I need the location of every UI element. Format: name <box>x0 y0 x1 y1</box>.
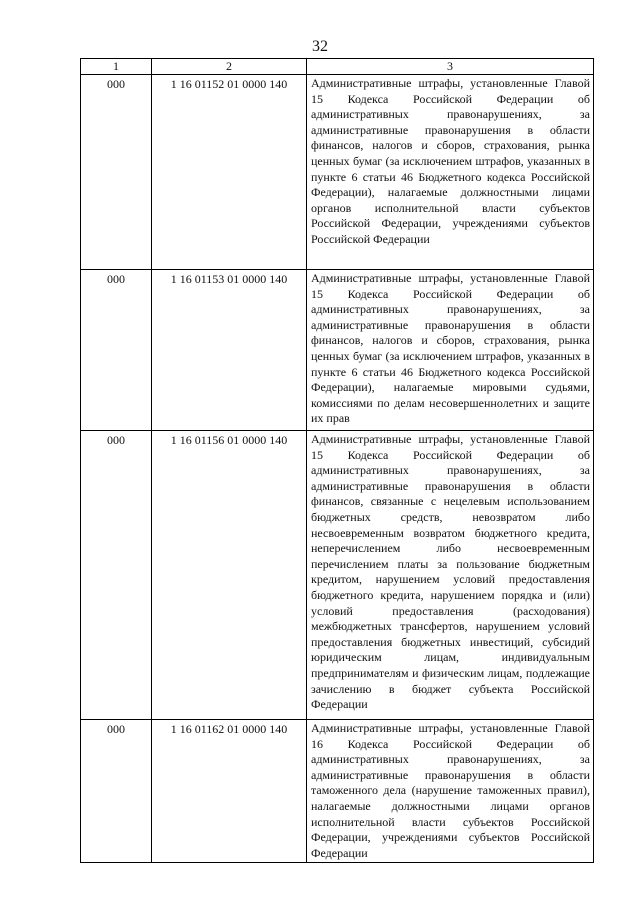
table-row <box>81 270 594 431</box>
classification-code-cell: 1 16 01162 01 0000 140 <box>152 720 307 863</box>
page-number: 32 <box>312 38 328 55</box>
column-header-3: 3 <box>307 59 594 75</box>
classification-code-cell: 1 16 01156 01 0000 140 <box>152 431 307 720</box>
table-header-row <box>81 59 594 75</box>
table-row <box>81 75 594 270</box>
admin-code-cell: 000 <box>81 720 152 863</box>
admin-code-cell: 000 <box>81 75 152 270</box>
description-cell: Административные штрафы, установленные Главой 16 Кодекса Российской Федерации об административных правонарушениях, за административные правонарушения в области таможенного дела (нарушение таможенных правил), налагаемые должностными лицами органов исполнительной власти субъектов Российской Федерации, учреждениями субъектов Российской Федерации <box>307 720 594 863</box>
table-row <box>81 431 594 720</box>
description-cell: Административные штрафы, установленные Главой 15 Кодекса Российской Федерации об административных правонарушениях, за административные правонарушения в области финансов, налогов и сборов, страхования, рынка ценных бумаг (за исключением штрафов, указанных в пункте 6 статьи 46 Бюджетного кодекса Российской Федерации), налагаемые должностными лицами органов исполнительной власти субъектов Российской Федерации, учреждениями субъектов Российской Федерации <box>307 75 594 270</box>
admin-code-cell: 000 <box>81 270 152 431</box>
budget-classification-table <box>80 58 594 863</box>
description-cell: Административные штрафы, установленные Главой 15 Кодекса Российской Федерации об административных правонарушениях, за административные правонарушения в области финансов, налогов и сборов, страхования, рынка ценных бумаг (за исключением штрафов, указанных в пункте 6 статьи 46 Бюджетного кодекса Российской Федерации), налагаемые мировыми судьями, комиссиями по делам несовершеннолетних и защите их прав <box>307 270 594 431</box>
description-cell: Административные штрафы, установленные Главой 15 Кодекса Российской Федерации об административных правонарушениях, за административные правонарушения в области финансов, связанные с нецелевым использованием бюджетных средств, невозвратом либо несвоевременным возвратом бюджетного кредита, неперечислением либо несвоевременным перечислением платы за пользование бюджетным кредитом, нарушением условий предоставления бюджетного кредита, нарушением порядка и (или) условий предоставления (расходования) межбюджетных трансфертов, нарушением условий предоставления бюджетных инвестиций, субсидий юридическим лицам, индивидуальным предпринимателям и физическим лицам, подлежащие зачислению в бюджет субъекта Российской Федерации <box>307 431 594 720</box>
column-header-1: 1 <box>81 59 152 75</box>
column-header-2: 2 <box>152 59 307 75</box>
classification-code-cell: 1 16 01152 01 0000 140 <box>152 75 307 270</box>
table-row <box>81 720 594 863</box>
admin-code-cell: 000 <box>81 431 152 720</box>
classification-code-cell: 1 16 01153 01 0000 140 <box>152 270 307 431</box>
